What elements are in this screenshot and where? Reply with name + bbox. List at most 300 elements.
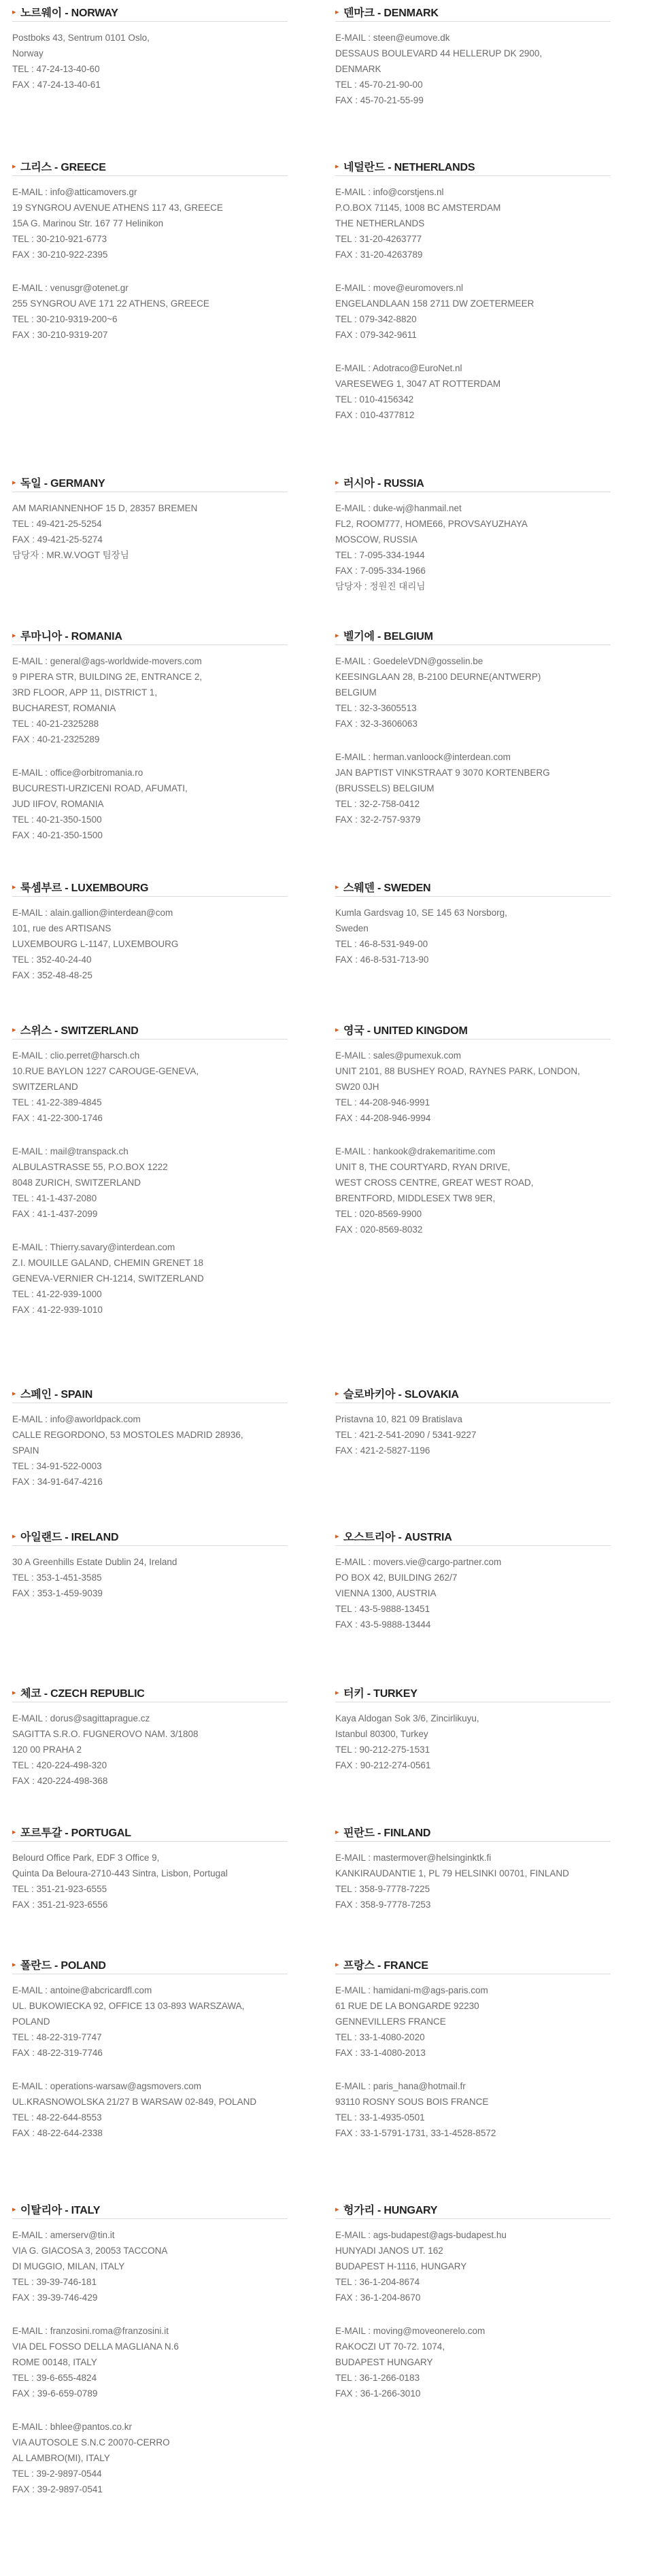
phone-line: TEL : 32-3-3605513 xyxy=(335,703,417,713)
fax-line: FAX : 48-22-319-7746 xyxy=(12,2048,103,2058)
phone-line: TEL : 32-2-758-0412 xyxy=(335,799,420,809)
country-block xyxy=(12,160,288,360)
email-line: E-MAIL : ags-budapest@ags-budapest.hu xyxy=(335,2230,507,2240)
address-line: AL LAMBRO(MI), ITALY xyxy=(12,2453,110,2463)
country-block xyxy=(335,880,611,985)
country-title: 슬로바키아 - SLOVAKIA xyxy=(343,1389,459,1401)
contact-list xyxy=(12,897,288,983)
contact-list xyxy=(12,1974,288,2141)
country-title: 스페인 - SPAIN xyxy=(20,1389,93,1401)
chevron-right-icon: ▸ xyxy=(335,1390,339,1398)
chevron-right-icon: ▸ xyxy=(335,162,339,171)
fax-line: FAX : 7-095-334-1966 xyxy=(335,566,426,576)
country-header xyxy=(12,1530,288,1546)
phone-line: TEL : 44-208-946-9991 xyxy=(335,1097,430,1107)
contact-list xyxy=(335,22,611,108)
contact-entry xyxy=(12,2323,288,2401)
phone-line: TEL : 421-2-541-2090 / 5341-9227 xyxy=(335,1430,477,1440)
address-line: 19 SYNGROU AVENUE ATHENS 117 43, GREECE xyxy=(12,203,223,213)
contact-entry xyxy=(12,905,288,983)
contact-entry xyxy=(335,1554,611,1632)
address-line: Postboks 43, Sentrum 0101 Oslo, xyxy=(12,33,150,43)
phone-line: TEL : 36-1-266-0183 xyxy=(335,2373,420,2383)
phone-line: TEL : 33-1-4080-2020 xyxy=(335,2032,425,2042)
contact-entry xyxy=(12,2078,288,2141)
contact-list xyxy=(335,2219,611,2401)
address-line: VIENNA 1300, AUSTRIA xyxy=(335,1588,437,1598)
country-header xyxy=(335,1023,611,1040)
country-block xyxy=(12,1825,288,1930)
country-title: 독일 - GERMANY xyxy=(20,478,105,490)
chevron-right-icon: ▸ xyxy=(335,479,339,487)
address-line: SWITZERLAND xyxy=(12,1082,78,1092)
country-header xyxy=(335,160,611,176)
chevron-right-icon: ▸ xyxy=(335,632,339,640)
phone-line: TEL : 36-1-204-8674 xyxy=(335,2277,420,2287)
country-block xyxy=(335,5,611,126)
email-line: E-MAIL : mastermover@helsinginktk.fi xyxy=(335,1853,492,1863)
chevron-right-icon: ▸ xyxy=(335,1026,339,1034)
contact-entry xyxy=(12,280,288,343)
country-title: 덴마크 - DENMARK xyxy=(343,7,439,19)
address-line: Pristavna 10, 821 09 Bratislava xyxy=(335,1414,462,1424)
email-line: E-MAIL : office@orbitromania.ro xyxy=(12,768,143,778)
email-line: E-MAIL : Adotraco@EuroNet.nl xyxy=(335,363,462,373)
contact-list xyxy=(12,1702,288,1789)
chevron-right-icon: ▸ xyxy=(12,1828,16,1836)
address-line: VARESEWEG 1, 3047 AT ROTTERDAM xyxy=(335,379,501,389)
country-header xyxy=(335,5,611,22)
email-line: E-MAIL : venusgr@otenet.gr xyxy=(12,283,129,293)
address-line: CALLE REGORDONO, 53 MOSTOLES MADRID 28936, xyxy=(12,1430,243,1440)
fax-line: FAX : 32-3-3606063 xyxy=(335,719,418,729)
fax-line: FAX : 32-2-757-9379 xyxy=(335,814,421,825)
contact-entry xyxy=(335,905,611,967)
phone-line: TEL : 90-212-275-1531 xyxy=(335,1745,430,1755)
fax-line: FAX : 353-1-459-9039 xyxy=(12,1588,103,1598)
country-header xyxy=(12,1825,288,1842)
country-title: 네덜란드 - NETHERLANDS xyxy=(343,162,475,173)
country-block xyxy=(12,5,288,110)
phone-line: TEL : 30-210-921-6773 xyxy=(12,234,107,244)
address-line: THE NETHERLANDS xyxy=(335,218,425,228)
chevron-right-icon: ▸ xyxy=(12,479,16,487)
contact-list xyxy=(12,1546,288,1601)
address-line: POLAND xyxy=(12,2016,50,2027)
address-line: UNIT 2101, 88 BUSHEY ROAD, RAYNES PARK, LONDON, xyxy=(335,1066,580,1076)
contact-entry xyxy=(335,1048,611,1126)
country-title: 스웨덴 - SWEDEN xyxy=(343,882,431,894)
fax-line: FAX : 44-208-946-9994 xyxy=(335,1113,431,1123)
country-block xyxy=(335,1023,611,1255)
country-block xyxy=(12,1387,288,1507)
address-line: Belourd Office Park, EDF 3 Office 9, xyxy=(12,1853,160,1863)
address-line: SPAIN xyxy=(12,1445,39,1456)
email-line: E-MAIL : info@corstjens.nl xyxy=(335,187,444,197)
email-line: E-MAIL : paris_hana@hotmail.fr xyxy=(335,2081,466,2091)
contact-entry xyxy=(12,1048,288,1126)
email-line: E-MAIL : antoine@abcricardfl.com xyxy=(12,1985,152,1995)
email-line: E-MAIL : movers.vie@cargo-partner.com xyxy=(335,1557,502,1567)
fax-line: FAX : 020-8569-8032 xyxy=(335,1224,423,1235)
address-line: BUCHAREST, ROMANIA xyxy=(12,703,116,713)
contact-list xyxy=(335,492,611,594)
country-header xyxy=(335,1530,611,1546)
contact-entry xyxy=(335,2227,611,2305)
fax-line: FAX : 40-21-2325289 xyxy=(12,734,100,744)
email-line: E-MAIL : moving@moveonerelo.com xyxy=(335,2326,486,2336)
address-line: 8048 ZURICH, SWITZERLAND xyxy=(12,1178,141,1188)
email-line: E-MAIL : hankook@drakemaritime.com xyxy=(335,1146,496,1156)
email-line: E-MAIL : hamidani-m@ags-paris.com xyxy=(335,1985,488,1995)
contact-entry xyxy=(335,1144,611,1237)
address-line: Sweden xyxy=(335,923,369,933)
fax-line: FAX : 33-1-5791-1731, 33-1-4528-8572 xyxy=(335,2128,496,2138)
address-line: UNIT 8, THE COURTYARD, RYAN DRIVE, xyxy=(335,1162,511,1172)
fax-line: FAX : 46-8-531-713-90 xyxy=(335,955,429,965)
fax-line: FAX : 420-224-498-368 xyxy=(12,1776,108,1786)
address-line: 93110 ROSNY SOUS BOIS FRANCE xyxy=(335,2097,489,2107)
chevron-right-icon: ▸ xyxy=(12,1532,16,1541)
phone-line: TEL : 39-39-746-181 xyxy=(12,2277,97,2287)
phone-line: TEL : 351-21-923-6555 xyxy=(12,1884,107,1894)
country-header xyxy=(12,1958,288,1974)
email-line: E-MAIL : steen@eumove.dk xyxy=(335,33,450,43)
address-line: FL2, ROOM777, HOME66, PROVSAYUZHAYA xyxy=(335,519,528,529)
address-line: (BRUSSELS) BELGIUM xyxy=(335,783,435,793)
chevron-right-icon: ▸ xyxy=(12,2205,16,2214)
address-line: 담당자 : 정원진 대리님 xyxy=(335,581,426,591)
address-line: 15A G. Marinou Str. 167 77 Helinikon xyxy=(12,218,164,228)
address-line: ROME 00148, ITALY xyxy=(12,2357,97,2367)
country-title: 체코 - CZECH REPUBLIC xyxy=(20,1688,145,1700)
phone-line: TEL : 43-5-9888-13451 xyxy=(335,1604,430,1614)
chevron-right-icon: ▸ xyxy=(12,1026,16,1034)
phone-line: TEL : 010-4156342 xyxy=(335,394,414,405)
email-line: E-MAIL : sales@pumexuk.com xyxy=(335,1050,462,1061)
email-line: E-MAIL : alain.gallion@interdean@com xyxy=(12,908,173,918)
phone-line: TEL : 30-210-9319-200~6 xyxy=(12,314,118,324)
contact-list xyxy=(12,2219,288,2497)
country-title: 이탈리아 - ITALY xyxy=(20,2205,101,2216)
country-header xyxy=(335,629,611,645)
address-line: 9 PIPERA STR, BUILDING 2E, ENTRANCE 2, xyxy=(12,672,203,682)
contact-list xyxy=(12,645,288,843)
fax-line: FAX : 30-210-9319-207 xyxy=(12,330,108,340)
address-line: KANKIRAUDANTIE 1, PL 79 HELSINKI 00701, FINLAND xyxy=(335,1868,569,1878)
country-block xyxy=(12,2203,288,2515)
contact-entry xyxy=(335,360,611,423)
country-title: 오스트리아 - AUSTRIA xyxy=(343,1532,452,1543)
email-line: E-MAIL : bhlee@pantos.co.kr xyxy=(12,2422,133,2432)
address-line: GENEVA-VERNIER CH-1214, SWITZERLAND xyxy=(12,1273,204,1284)
country-title: 포르투갈 - PORTUGAL xyxy=(20,1827,131,1839)
contact-entry xyxy=(12,2419,288,2497)
phone-line: TEL : 39-2-9897-0544 xyxy=(12,2469,102,2479)
address-line: WEST CROSS CENTRE, GREAT WEST ROAD, xyxy=(335,1178,534,1188)
contact-list xyxy=(12,1403,288,1490)
address-line: GENNEVILLERS FRANCE xyxy=(335,2016,446,2027)
address-line: Z.I. MOUILLE GALAND, CHEMIN GRENET 18 xyxy=(12,1258,204,1268)
country-header xyxy=(12,5,288,22)
fax-line: FAX : 079-342-9611 xyxy=(335,330,417,340)
country-title: 헝가리 - HUNGARY xyxy=(343,2205,438,2216)
email-line: E-MAIL : GoedeleVDN@gosselin.be xyxy=(335,656,483,666)
address-line: DI MUGGIO, MILAN, ITALY xyxy=(12,2261,125,2271)
country-block xyxy=(335,1387,611,1476)
contact-entry xyxy=(12,2227,288,2305)
address-line: SAGITTA S.R.O. FUGNEROVO NAM. 3/1808 xyxy=(12,1729,199,1739)
fax-line: FAX : 31-20-4263789 xyxy=(335,250,423,260)
contact-entry xyxy=(12,1850,288,1912)
fax-line: FAX : 41-1-437-2099 xyxy=(12,1209,98,1219)
address-line: P.O.BOX 71145, 1008 BC AMSTERDAM xyxy=(335,203,501,213)
contact-list xyxy=(335,1702,611,1773)
country-header xyxy=(335,1387,611,1403)
chevron-right-icon: ▸ xyxy=(12,1689,16,1697)
address-line: VIA G. GIACOSA 3, 20053 TACCONA xyxy=(12,2246,168,2256)
fax-line: FAX : 43-5-9888-13444 xyxy=(335,1619,431,1630)
email-line: E-MAIL : move@euromovers.nl xyxy=(335,283,464,293)
contact-list xyxy=(12,22,288,92)
email-line: E-MAIL : operations-warsaw@agsmovers.com xyxy=(12,2081,202,2091)
fax-line: FAX : 49-421-25-5274 xyxy=(12,534,103,545)
country-header xyxy=(12,160,288,176)
fax-line: FAX : 39-6-659-0789 xyxy=(12,2388,98,2399)
contact-entry xyxy=(335,749,611,827)
country-block xyxy=(12,629,288,861)
contact-list xyxy=(335,897,611,967)
phone-line: TEL : 46-8-531-949-00 xyxy=(335,939,428,949)
contact-entry xyxy=(12,1239,288,1318)
country-header xyxy=(335,476,611,492)
country-title: 영국 - UNITED KINGDOM xyxy=(343,1025,468,1037)
contact-list xyxy=(335,1974,611,2141)
address-line: KEESINGLAAN 28, B-2100 DEURNE(ANTWERP) xyxy=(335,672,541,682)
country-block xyxy=(12,476,288,581)
country-block xyxy=(12,1958,288,2159)
address-line: Kumla Gardsvag 10, SE 145 63 Norsborg, xyxy=(335,908,507,918)
contact-entry xyxy=(12,30,288,92)
contact-entry xyxy=(12,1982,288,2061)
contact-entry xyxy=(12,653,288,747)
country-block xyxy=(12,1686,288,1806)
email-line: E-MAIL : herman.vanloock@interdean.com xyxy=(335,752,511,762)
address-line: BELGIUM xyxy=(335,687,377,698)
country-header xyxy=(12,1387,288,1403)
address-line: JUD IIFOV, ROMANIA xyxy=(12,799,104,809)
contact-entry xyxy=(335,1411,611,1458)
contact-entry xyxy=(335,1850,611,1912)
country-header xyxy=(12,880,288,897)
country-header xyxy=(12,2203,288,2219)
fax-line: FAX : 358-9-7778-7253 xyxy=(335,1900,431,1910)
country-title: 터키 - TURKEY xyxy=(343,1688,418,1700)
address-line: SW20 0JH xyxy=(335,1082,379,1092)
chevron-right-icon: ▸ xyxy=(335,1689,339,1697)
chevron-right-icon: ▸ xyxy=(12,1961,16,1969)
contact-entry xyxy=(12,1411,288,1490)
phone-line: TEL : 45-70-21-90-00 xyxy=(335,80,423,90)
country-title: 아일랜드 - IRELAND xyxy=(20,1532,119,1543)
email-line: E-MAIL : dorus@sagittaprague.cz xyxy=(12,1713,150,1723)
email-line: E-MAIL : general@ags-worldwide-movers.com xyxy=(12,656,202,666)
chevron-right-icon: ▸ xyxy=(12,162,16,171)
country-block xyxy=(335,160,611,441)
address-line: 255 SYNGROU AVE 171 22 ATHENS, GREECE xyxy=(12,298,209,309)
country-header xyxy=(335,880,611,897)
contact-entry xyxy=(12,765,288,843)
phone-line: TEL : 47-24-13-40-60 xyxy=(12,64,100,74)
phone-line: TEL : 33-1-4935-0501 xyxy=(335,2112,425,2123)
address-line: BRENTFORD, MIDDLESEX TW8 9ER, xyxy=(335,1193,496,1203)
contact-list xyxy=(335,1040,611,1237)
fax-line: FAX : 34-91-647-4216 xyxy=(12,1477,103,1487)
country-title: 그리스 - GREECE xyxy=(20,162,106,173)
chevron-right-icon: ▸ xyxy=(335,8,339,16)
contact-entry xyxy=(335,653,611,732)
country-title: 벨기에 - BELGIUM xyxy=(343,631,433,642)
address-line: 101, rue des ARTISANS xyxy=(12,923,112,933)
phone-line: TEL : 40-21-2325288 xyxy=(12,719,99,729)
country-title: 루마니아 - ROMANIA xyxy=(20,631,122,642)
contact-list xyxy=(12,176,288,343)
country-title: 러시아 - RUSSIA xyxy=(343,478,424,490)
country-header xyxy=(12,476,288,492)
fax-line: FAX : 90-212-274-0561 xyxy=(335,1760,431,1770)
fax-line: FAX : 39-2-9897-0541 xyxy=(12,2484,103,2494)
country-block xyxy=(335,1530,611,1650)
phone-line: TEL : 352-40-24-40 xyxy=(12,955,92,965)
fax-line: FAX : 421-2-5827-1196 xyxy=(335,1445,430,1456)
email-line: E-MAIL : clio.perret@harsch.ch xyxy=(12,1050,140,1061)
contact-entry xyxy=(12,184,288,262)
fax-line: FAX : 39-39-746-429 xyxy=(12,2292,98,2303)
country-header xyxy=(12,1686,288,1702)
fax-line: FAX : 33-1-4080-2013 xyxy=(335,2048,426,2058)
contact-entry xyxy=(12,500,288,563)
address-line: VIA AUTOSOLE S.N.C 20070-CERRO xyxy=(12,2437,170,2448)
fax-line: FAX : 010-4377812 xyxy=(335,410,415,420)
contact-list xyxy=(12,1040,288,1318)
chevron-right-icon: ▸ xyxy=(335,883,339,891)
fax-line: FAX : 352-48-48-25 xyxy=(12,970,92,980)
contact-entry xyxy=(335,1982,611,2061)
address-line: BUDAPEST HUNGARY xyxy=(335,2357,433,2367)
contact-list xyxy=(12,1842,288,1912)
phone-line: TEL : 41-22-939-1000 xyxy=(12,1289,102,1299)
phone-line: TEL : 34-91-522-0003 xyxy=(12,1461,102,1471)
phone-line: TEL : 7-095-334-1944 xyxy=(335,550,425,560)
address-line: LUXEMBOURG L-1147, LUXEMBOURG xyxy=(12,939,179,949)
phone-line: TEL : 48-22-644-8553 xyxy=(12,2112,102,2123)
contact-entry xyxy=(12,1711,288,1789)
fax-line: FAX : 47-24-13-40-61 xyxy=(12,80,101,90)
fax-line: FAX : 41-22-300-1746 xyxy=(12,1113,103,1123)
country-block xyxy=(335,476,611,612)
address-line: UL. BUKOWIECKA 92, OFFICE 13 03-893 WARSZAWA, xyxy=(12,2001,245,2011)
contact-list xyxy=(335,1403,611,1458)
email-line: E-MAIL : franzosini.roma@franzosini.it xyxy=(12,2326,169,2336)
address-line: PO BOX 42, BUILDING 262/7 xyxy=(335,1573,458,1583)
address-line: BUCURESTI-URZICENI ROAD, AFUMATI, xyxy=(12,783,188,793)
address-line: AM MARIANNENHOF 15 D, 28357 BREMEN xyxy=(12,503,198,513)
fax-line: FAX : 48-22-644-2338 xyxy=(12,2128,103,2138)
country-block xyxy=(335,2203,611,2419)
country-header xyxy=(335,1686,611,1702)
fax-line: FAX : 351-21-923-6556 xyxy=(12,1900,108,1910)
address-line: JAN BAPTIST VINKSTRAAT 9 3070 KORTENBERG xyxy=(335,768,550,778)
phone-line: TEL : 020-8569-9900 xyxy=(335,1209,422,1219)
address-line: ENGELANDLAAN 158 2711 DW ZOETERMEER xyxy=(335,298,534,309)
address-line: MOSCOW, RUSSIA xyxy=(335,534,418,545)
address-line: HUNYADI JANOS UT. 162 xyxy=(335,2246,443,2256)
address-line: 10.RUE BAYLON 1227 CAROUGE-GENEVA, xyxy=(12,1066,199,1076)
fax-line: FAX : 41-22-939-1010 xyxy=(12,1305,103,1315)
email-line: E-MAIL : duke-wj@hanmail.net xyxy=(335,503,462,513)
contact-list xyxy=(335,645,611,827)
address-line: 담당자 : MR.W.VOGT 팀장님 xyxy=(12,550,129,560)
country-block xyxy=(335,1686,611,1791)
country-block xyxy=(12,1530,288,1619)
contact-entry xyxy=(335,184,611,262)
chevron-right-icon: ▸ xyxy=(335,1961,339,1969)
phone-line: TEL : 39-6-655-4824 xyxy=(12,2373,97,2383)
country-title: 스위스 - SWITZERLAND xyxy=(20,1025,139,1037)
fax-line: FAX : 36-1-266-3010 xyxy=(335,2388,421,2399)
contact-entry xyxy=(335,280,611,343)
phone-line: TEL : 358-9-7778-7225 xyxy=(335,1884,430,1894)
country-block xyxy=(335,1958,611,2159)
phone-line: TEL : 353-1-451-3585 xyxy=(12,1573,102,1583)
country-block xyxy=(335,1825,611,1930)
country-title: 노르웨이 - NORWAY xyxy=(20,7,118,19)
contact-entry xyxy=(335,1711,611,1773)
phone-line: TEL : 48-22-319-7747 xyxy=(12,2032,102,2042)
phone-line: TEL : 41-22-389-4845 xyxy=(12,1097,102,1107)
contact-entry xyxy=(12,1144,288,1222)
address-line: ALBULASTRASSE 55, P.O.BOX 1222 xyxy=(12,1162,168,1172)
address-line: UL.KRASNOWOLSKA 21/27 B WARSAW 02-849, POLAND xyxy=(12,2097,257,2107)
country-block xyxy=(335,629,611,845)
address-line: Norway xyxy=(12,48,44,58)
country-header xyxy=(335,2203,611,2219)
contact-entry xyxy=(335,2078,611,2141)
phone-line: TEL : 079-342-8820 xyxy=(335,314,417,324)
phone-line: TEL : 40-21-350-1500 xyxy=(12,814,102,825)
address-line: BUDAPEST H-1116, HUNGARY xyxy=(335,2261,467,2271)
contact-list xyxy=(335,1546,611,1632)
contact-entry xyxy=(335,2323,611,2401)
country-header xyxy=(12,1023,288,1040)
address-line: VIA DEL FOSSO DELLA MAGLIANA N.6 xyxy=(12,2341,179,2352)
fax-line: FAX : 40-21-350-1500 xyxy=(12,830,103,840)
email-line: E-MAIL : info@aworldpack.com xyxy=(12,1414,141,1424)
country-title: 프랑스 - FRANCE xyxy=(343,1960,428,1972)
address-line: 30 A Greenhills Estate Dublin 24, Ireland xyxy=(12,1557,177,1567)
fax-line: FAX : 36-1-204-8670 xyxy=(335,2292,421,2303)
country-title: 폴란드 - POLAND xyxy=(20,1960,106,1972)
address-line: RAKOCZI UT 70-72. 1074, xyxy=(335,2341,445,2352)
address-line: Kaya Aldogan Sok 3/6, Zincirlikuyu, xyxy=(335,1713,479,1723)
chevron-right-icon: ▸ xyxy=(12,8,16,16)
address-line: DENMARK xyxy=(335,64,381,74)
chevron-right-icon: ▸ xyxy=(335,1532,339,1541)
country-block xyxy=(12,1023,288,1335)
chevron-right-icon: ▸ xyxy=(12,632,16,640)
country-header xyxy=(335,1958,611,1974)
address-line: Quinta Da Beloura-2710-443 Sintra, Lisbon, Portugal xyxy=(12,1868,228,1878)
